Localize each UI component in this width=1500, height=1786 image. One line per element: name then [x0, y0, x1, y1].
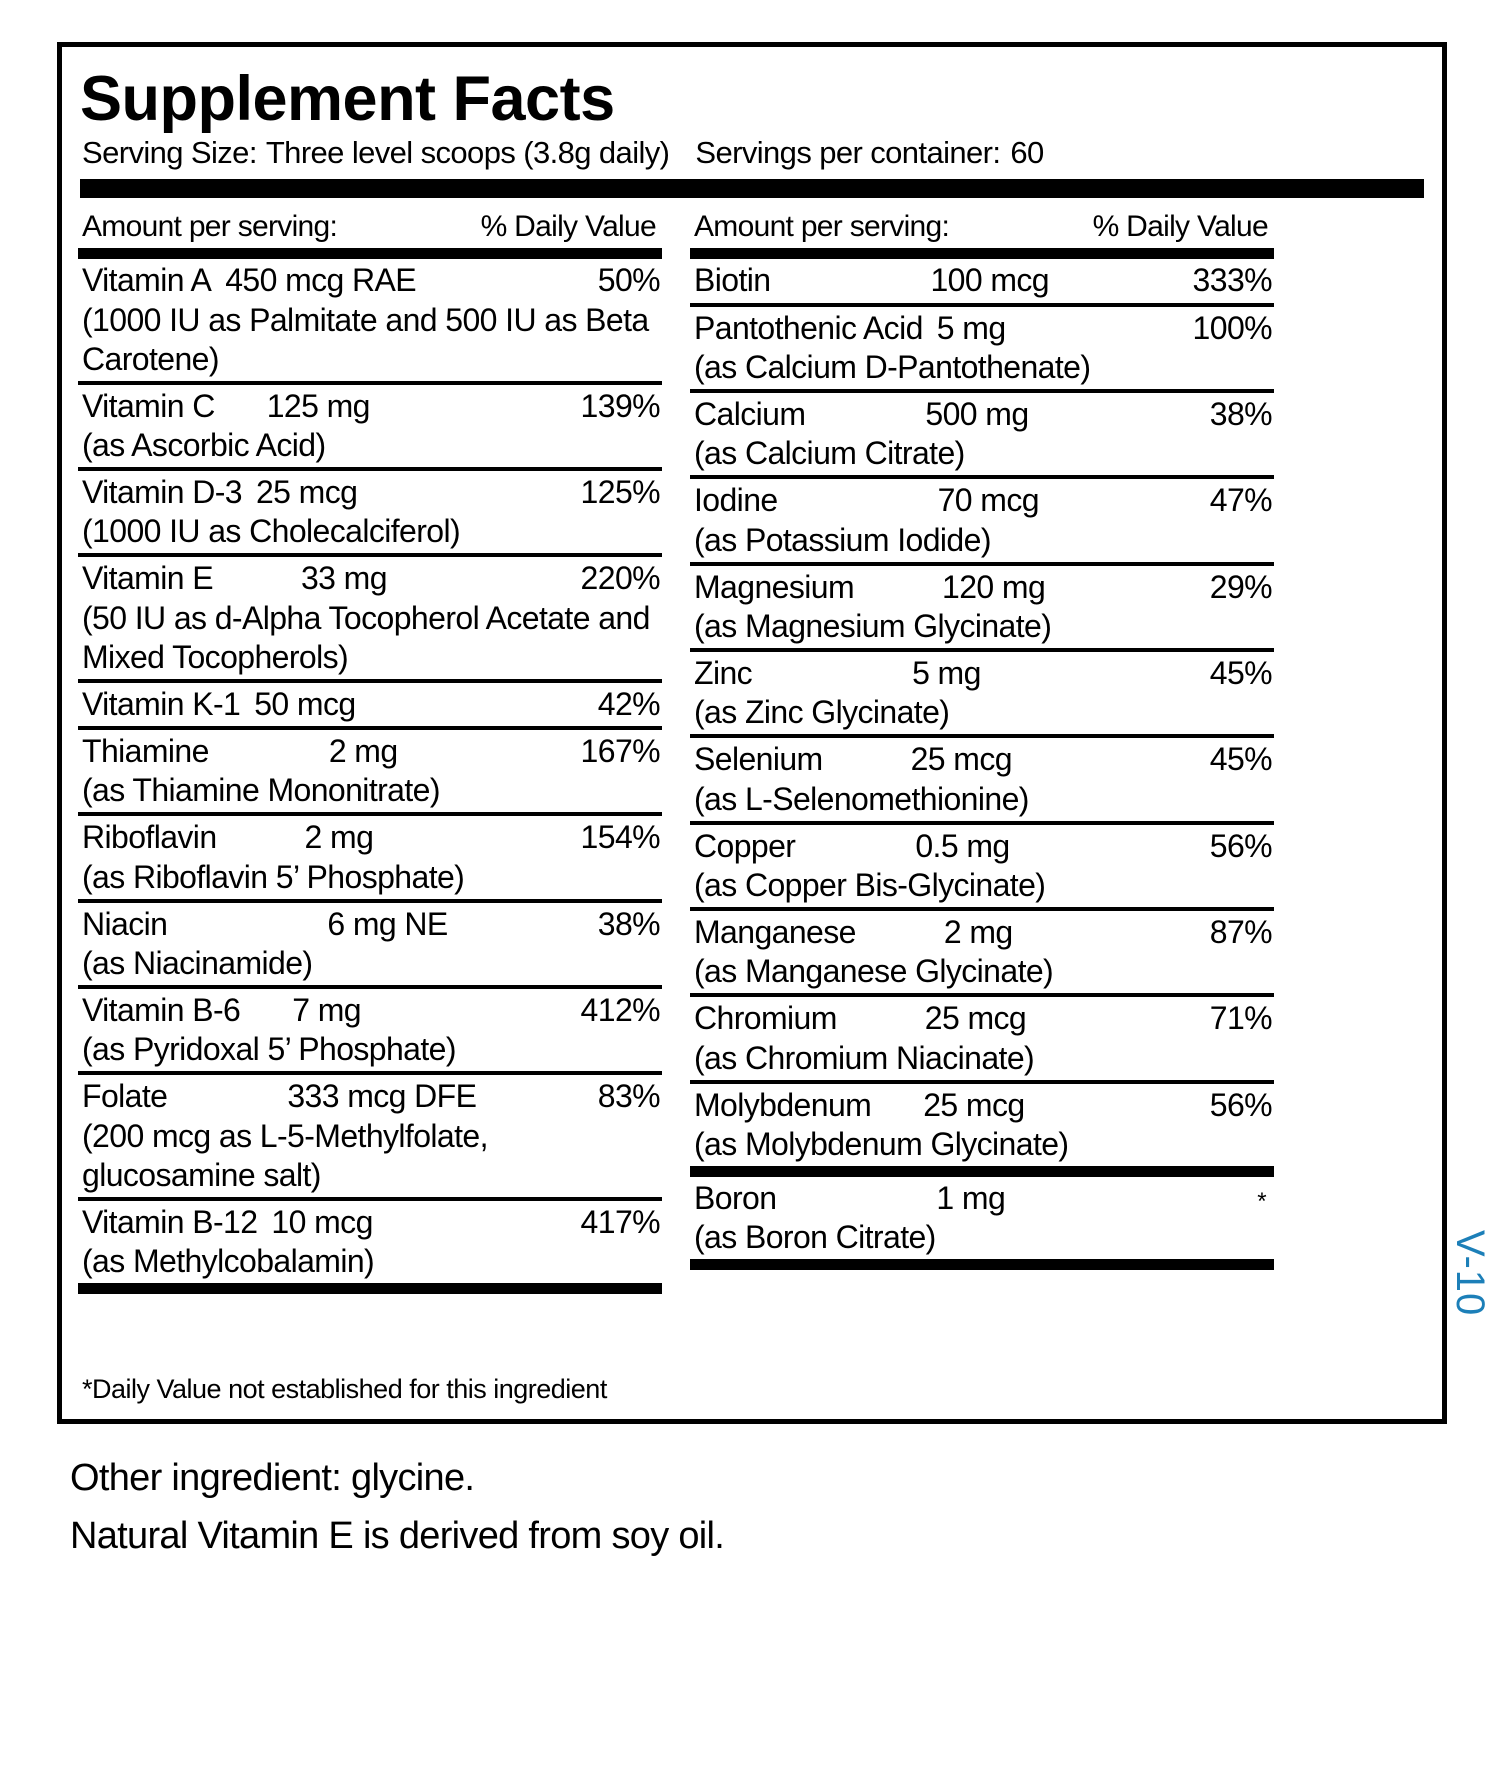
table-row [78, 683, 662, 726]
nutrient-daily-value: 38% [597, 905, 660, 942]
table-row [690, 307, 1274, 389]
nutrient-daily-value: 56% [1209, 1086, 1272, 1123]
table-row [690, 652, 1274, 734]
table-row [78, 989, 662, 1071]
nutrient-daily-value: * [1257, 1188, 1266, 1215]
nutrient-name: Zinc [694, 654, 753, 691]
left-amount-per-serving-label: Amount per serving: [82, 210, 338, 244]
nutrient-daily-value: 42% [597, 685, 660, 722]
nutrient-daily-value: 87% [1209, 913, 1272, 950]
nutrient-name: Thiamine [82, 733, 209, 769]
nutrient-amount: 120 mg [942, 568, 1046, 605]
supplement-facts-panel [57, 42, 1447, 1424]
header-divider-bar [80, 179, 1424, 198]
nutrient-amount: 7 mg [292, 992, 361, 1029]
right-column-header [690, 210, 1274, 248]
nutrient-source: (as Copper Bis-Glycinate) [694, 866, 1046, 903]
nutrient-source: (as Riboflavin 5’ Phosphate) [82, 858, 465, 895]
right-column-section-bar [690, 1166, 1274, 1177]
nutrient-amount: 10 mcg [271, 1203, 373, 1240]
nutrient-name: Biotin [694, 262, 771, 299]
nutrient-amount: 50 mcg [254, 685, 356, 722]
nutrient-daily-value: 100% [1192, 309, 1272, 346]
nutrient-amount: 2 mg [304, 819, 374, 856]
nutrient-amount: 2 mg [328, 733, 398, 769]
nutrient-source: (1000 IU as Palmitate and 500 IU as Beta Carotene) [82, 301, 649, 377]
nutrient-name: Vitamin C [82, 387, 215, 424]
nutrient-source: (as Molybdenum Glycinate) [694, 1125, 1069, 1162]
page-title: Supplement Facts [80, 64, 615, 134]
servings-per-container-value: 60 [1010, 135, 1044, 171]
table-row [690, 1177, 1274, 1259]
nutrient-source: (as Boron Citrate) [694, 1219, 936, 1256]
nutrient-name: Copper [694, 827, 796, 864]
table-row [690, 393, 1274, 475]
nutrient-daily-value: 71% [1209, 1000, 1272, 1037]
table-row [78, 259, 662, 380]
nutrient-source: (200 mcg as L-5-Methylfolate, glucosamine salt) [82, 1117, 488, 1193]
nutrient-amount: 500 mg [925, 395, 1029, 432]
serving-info [82, 135, 1426, 171]
nutrient-source: (1000 IU as Cholecalciferol) [82, 513, 461, 550]
table-row [690, 479, 1274, 561]
table-row [78, 816, 662, 898]
nutrient-daily-value: 38% [1209, 395, 1272, 432]
nutrient-source: (as Potassium Iodide) [694, 521, 991, 558]
nutrient-source: (as Pyridoxal 5’ Phosphate) [82, 1031, 456, 1068]
nutrient-name: Niacin [82, 905, 168, 942]
nutrient-source: (as Calcium D-Pantothenate) [694, 348, 1091, 385]
nutrient-source: (as Calcium Citrate) [694, 435, 965, 472]
right-nutrient-column [690, 210, 1274, 1270]
nutrient-name: Molybdenum [694, 1086, 872, 1123]
table-row [690, 1084, 1274, 1166]
table-row [78, 471, 662, 553]
right-header-rule [690, 248, 1274, 259]
nutrient-name: Vitamin E [82, 560, 213, 597]
nutrient-daily-value: 412% [580, 992, 660, 1029]
other-ingredients [70, 1450, 724, 1566]
nutrient-source: (as Ascorbic Acid) [82, 426, 326, 463]
nutrient-amount: 25 mcg [923, 1086, 1025, 1123]
table-row [690, 825, 1274, 907]
nutrient-amount: 450 mcg RAE [225, 262, 417, 299]
serving-size-value: Three level scoops (3.8g daily) [265, 135, 670, 171]
left-daily-value-label: % Daily Value [480, 210, 656, 244]
daily-value-footnote: *Daily Value not established for this ingredient [82, 1374, 607, 1404]
nutrient-amount: 33 mg [300, 560, 387, 597]
table-row [690, 997, 1274, 1079]
table-row [78, 730, 662, 812]
nutrient-source: (as Thiamine Mononitrate) [82, 772, 440, 809]
nutrient-daily-value: 417% [580, 1203, 660, 1240]
nutrient-name: Vitamin K-1 [82, 685, 241, 722]
table-row [690, 911, 1274, 993]
left-nutrient-column [78, 210, 662, 1294]
nutrient-amount: 1 mg [936, 1180, 1006, 1216]
nutrient-amount: 5 mg [912, 654, 981, 691]
right-amount-per-serving-label: Amount per serving: [694, 210, 950, 244]
nutrient-name: Magnesium [694, 568, 855, 605]
serving-size-label: Serving Size: [82, 135, 257, 171]
nutrient-name: Vitamin A [82, 262, 212, 299]
nutrient-daily-value: 56% [1209, 827, 1272, 864]
table-row [78, 385, 662, 467]
nutrient-source: (as Zinc Glycinate) [694, 694, 950, 731]
table-row [690, 738, 1274, 820]
nutrient-amount: 25 mcg [924, 1000, 1027, 1037]
left-column-bottom-bar [78, 1283, 662, 1294]
servings-per-container-label: Servings per container: [695, 135, 1001, 171]
nutrient-amount: 70 mcg [937, 482, 1039, 519]
nutrient-name: Selenium [694, 741, 823, 778]
nutrient-amount: 2 mg [943, 913, 1013, 950]
nutrient-daily-value: 167% [580, 733, 660, 769]
table-row [78, 1075, 662, 1196]
nutrient-name: Pantothenic Acid [694, 309, 923, 346]
nutrient-daily-value: 125% [580, 473, 660, 510]
nutrient-name: Chromium [694, 1000, 837, 1037]
nutrient-daily-value: 29% [1209, 568, 1272, 605]
nutrient-amount: 0.5 mg [915, 827, 1010, 864]
other-ingredients-line-1: Other ingredient: glycine. [70, 1457, 475, 1499]
nutrient-amount: 5 mg [936, 309, 1006, 346]
nutrient-amount: 333 mcg DFE [287, 1078, 477, 1115]
nutrient-name: Boron [694, 1180, 777, 1216]
nutrient-name: Manganese [694, 913, 856, 950]
product-code-vertical: V-10 [1448, 1230, 1492, 1317]
nutrient-source: (as L-Selenomethionine) [694, 780, 1029, 817]
nutrient-amount: 100 mcg [930, 262, 1049, 299]
left-column-header [78, 210, 662, 248]
nutrient-name: Vitamin D-3 [82, 473, 242, 510]
nutrient-name: Vitamin B-6 [82, 992, 241, 1029]
nutrient-name: Riboflavin [82, 819, 217, 856]
nutrient-amount: 25 mcg [910, 741, 1012, 778]
nutrient-daily-value: 45% [1209, 654, 1272, 691]
nutrient-name: Iodine [694, 482, 778, 519]
table-row [690, 566, 1274, 648]
nutrient-source: (50 IU as d-Alpha Tocopherol Acetate and Mixed Tocopherols) [82, 599, 650, 675]
nutrient-columns [78, 210, 1426, 1294]
nutrient-daily-value: 154% [580, 819, 660, 856]
table-row [78, 557, 662, 678]
nutrient-daily-value: 220% [580, 560, 660, 597]
nutrient-name: Calcium [694, 395, 806, 432]
nutrient-source: (as Magnesium Glycinate) [694, 607, 1052, 644]
other-ingredients-line-2: Natural Vitamin E is derived from soy oil. [70, 1514, 725, 1557]
nutrient-name: Folate [82, 1078, 168, 1115]
nutrient-source: (as Methylcobalamin) [82, 1243, 375, 1280]
nutrient-daily-value: 139% [580, 387, 660, 424]
right-column-bottom-bar [690, 1259, 1274, 1270]
nutrient-amount: 25 mcg [255, 473, 358, 510]
nutrient-amount: 6 mg NE [327, 905, 448, 942]
nutrient-source: (as Niacinamide) [82, 945, 313, 981]
nutrient-daily-value: 333% [1192, 262, 1272, 299]
nutrient-source: (as Manganese Glycinate) [694, 953, 1054, 990]
nutrient-daily-value: 47% [1209, 482, 1272, 519]
table-row [690, 259, 1274, 302]
nutrient-amount: 125 mg [266, 387, 370, 424]
nutrient-source: (as Chromium Niacinate) [694, 1039, 1035, 1076]
nutrient-daily-value: 45% [1209, 741, 1272, 778]
nutrient-daily-value: 83% [597, 1078, 660, 1115]
right-daily-value-label: % Daily Value [1092, 210, 1268, 244]
left-header-rule [78, 248, 662, 259]
table-row [78, 903, 662, 985]
nutrient-name: Vitamin B-12 [82, 1203, 258, 1240]
table-row [78, 1201, 662, 1283]
nutrient-daily-value: 50% [597, 262, 660, 299]
